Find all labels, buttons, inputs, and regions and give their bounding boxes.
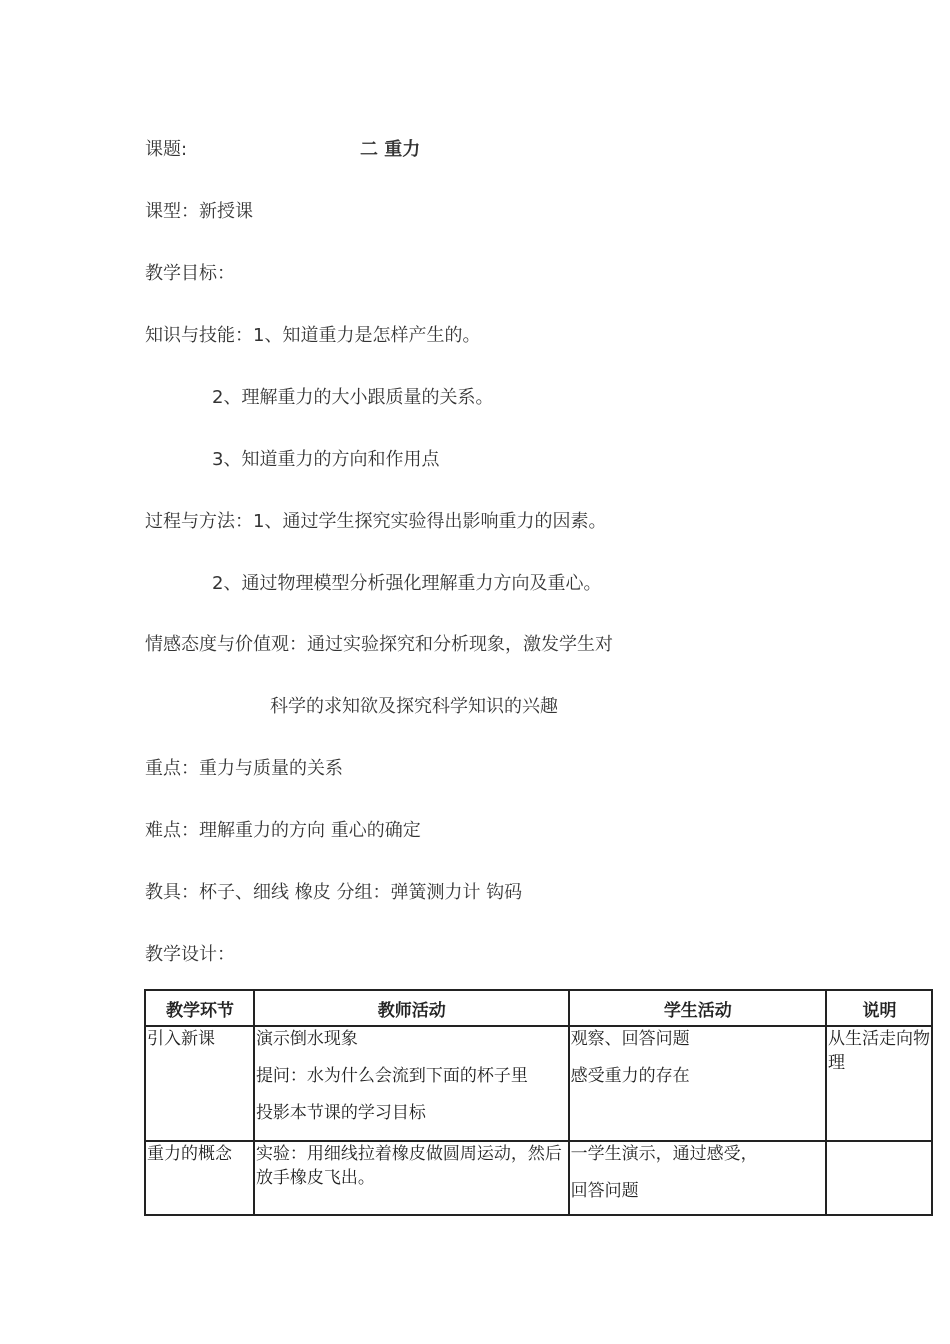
cell-note: 从生活走向物理 (826, 1026, 932, 1141)
lesson-type: 课型：新授课 (145, 201, 253, 222)
cell-teacher: 实验：用细线拉着橡皮做圆周运动，然后放手橡皮飞出。 (254, 1141, 569, 1215)
emotion-objective-2: 科学的求知欲及探究科学知识的兴趣 (270, 696, 558, 717)
difficulty-point: 难点：理解重力的方向 重心的确定 (145, 820, 421, 841)
table-header-row (145, 990, 932, 1026)
design-label: 教学设计： (145, 944, 235, 965)
cell-student: 观察、回答问题 感受重力的存在 (569, 1026, 826, 1141)
header-stage: 教学环节 (145, 990, 254, 1026)
topic-label: 课题: (145, 139, 188, 160)
process-objective-2: 2、通过物理模型分析强化理解重力方向及重心。 (212, 573, 602, 594)
teaching-tools: 教具：杯子、细线 橡皮 分组：弹簧测力计 钩码 (145, 882, 523, 903)
header-note: 说明 (826, 990, 932, 1026)
objectives-label: 教学目标： (145, 263, 235, 284)
knowledge-objective-1: 知识与技能：1、知道重力是怎样产生的。 (145, 325, 481, 346)
lesson-plan-table (144, 989, 933, 1216)
table-row (145, 1026, 932, 1141)
cell-stage: 引入新课 (145, 1026, 254, 1141)
cell-teacher: 演示倒水现象 提问：水为什么会流到下面的杯子里 投影本节课的学习目标 (254, 1026, 569, 1141)
header-student: 学生活动 (569, 990, 826, 1026)
cell-stage: 重力的概念 (145, 1141, 254, 1215)
lesson-title: 二 重力 (360, 139, 421, 160)
key-point: 重点：重力与质量的关系 (145, 758, 343, 779)
table-row (145, 1141, 932, 1215)
cell-student: 一学生演示，通过感受， 回答问题 (569, 1141, 826, 1215)
emotion-objective-1: 情感态度与价值观：通过实验探究和分析现象，激发学生对 (145, 634, 613, 655)
knowledge-objective-3: 3、知道重力的方向和作用点 (212, 449, 440, 470)
header-teacher: 教师活动 (254, 990, 569, 1026)
cell-note (826, 1141, 932, 1215)
knowledge-objective-2: 2、理解重力的大小跟质量的关系。 (212, 387, 494, 408)
process-objective-1: 过程与方法：1、通过学生探究实验得出影响重力的因素。 (145, 511, 607, 532)
